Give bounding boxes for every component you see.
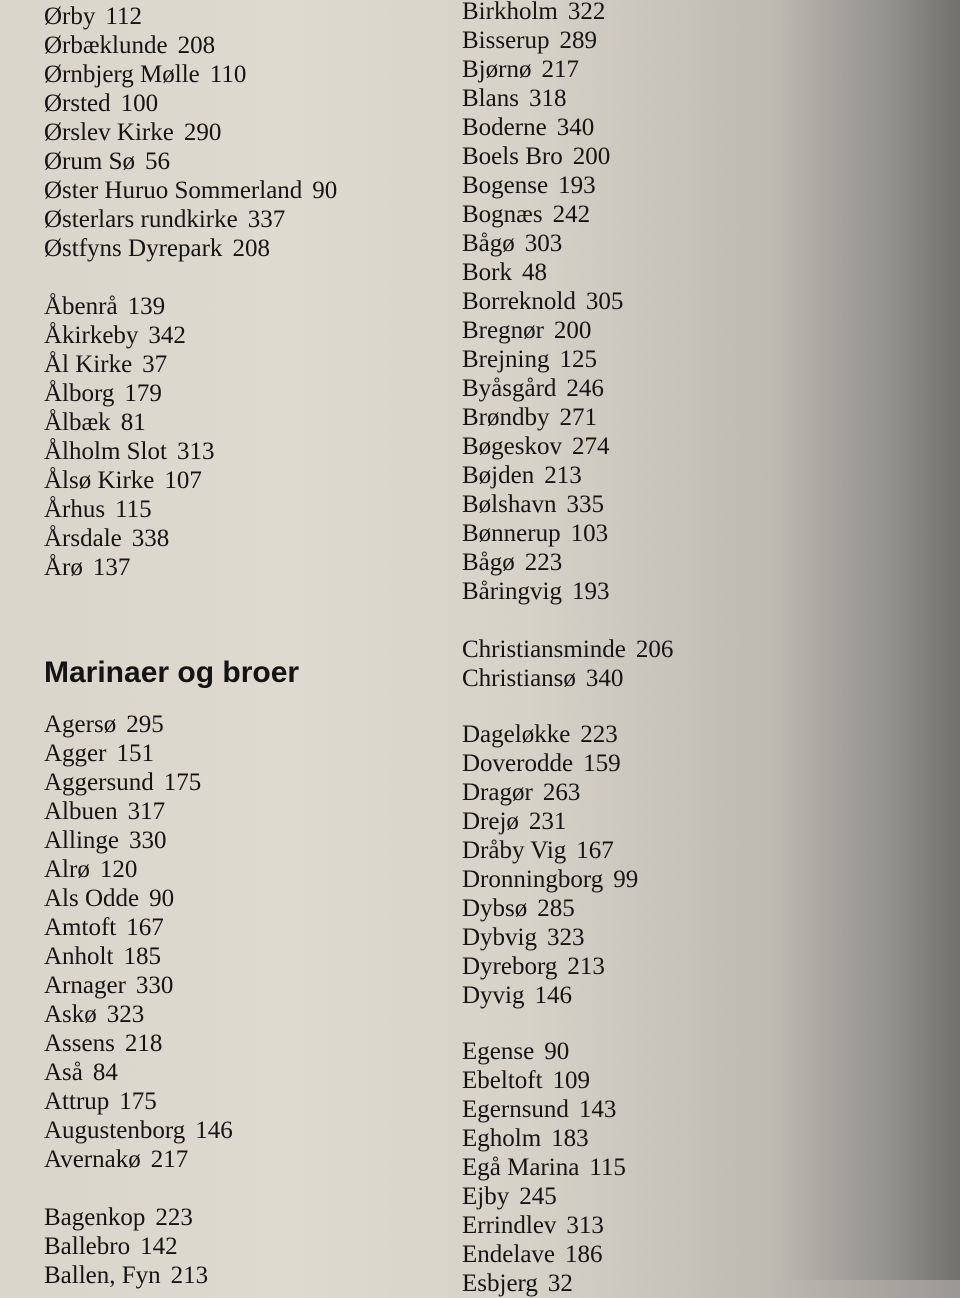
entry-name: Ørby — [44, 3, 96, 30]
index-entry — [462, 374, 862, 403]
entry-page-number: 223 — [155, 1204, 193, 1231]
entry-name: Bisserup — [462, 27, 550, 54]
entry-page-number: 200 — [572, 143, 611, 170]
entry-page-number: 120 — [99, 856, 138, 883]
index-entry — [44, 437, 424, 466]
entry-name: Ebeltoft — [462, 1067, 543, 1094]
entry-name: Blans — [462, 85, 519, 112]
entry-name: Dageløkke — [462, 721, 571, 748]
index-group-e — [462, 1037, 862, 1298]
entry-page-number: 142 — [140, 1233, 178, 1260]
entry-name: Bønnerup — [462, 520, 561, 547]
index-entry — [462, 1037, 862, 1066]
index-group-d — [462, 720, 862, 1010]
index-entry — [44, 739, 424, 768]
entry-name: Agger — [44, 740, 107, 767]
entry-name: Ørslev Kirke — [44, 119, 174, 146]
entry-page-number: 223 — [524, 549, 563, 576]
entry-name: Anholt — [44, 943, 114, 970]
index-entry — [462, 1095, 862, 1124]
entry-page-number: 100 — [120, 90, 159, 117]
index-entry — [44, 292, 424, 321]
entry-name: Ålbæk — [44, 409, 111, 436]
entry-page-number: 146 — [534, 982, 572, 1009]
index-entry — [462, 778, 862, 807]
entry-page-number: 340 — [585, 665, 624, 692]
entry-name: Boderne — [462, 114, 547, 141]
index-group-a — [44, 710, 424, 1174]
entry-name: Askø — [44, 1001, 97, 1028]
entry-page-number: 323 — [106, 1001, 145, 1028]
entry-page-number: 206 — [635, 636, 674, 663]
entry-name: Avernakø — [44, 1146, 141, 1173]
entry-name: Bågø — [462, 230, 515, 257]
index-entry — [44, 89, 424, 118]
entry-page-number: 318 — [528, 85, 567, 112]
index-entry — [462, 981, 862, 1010]
index-entry — [462, 1269, 862, 1298]
index-entry — [462, 0, 862, 26]
entry-name: Birkholm — [462, 0, 558, 25]
index-entry — [462, 316, 862, 345]
index-entry — [462, 432, 862, 461]
entry-page-number: 313 — [176, 438, 215, 465]
entry-page-number: 213 — [544, 462, 582, 489]
entry-name: Aggersund — [44, 769, 154, 796]
entry-page-number: 337 — [247, 206, 286, 233]
entry-page-number: 271 — [559, 404, 597, 431]
entry-name: Bregnør — [462, 317, 544, 344]
entry-name: Bagenkop — [44, 1204, 146, 1231]
entry-page-number: 218 — [124, 1030, 163, 1057]
index-entry — [44, 826, 424, 855]
entry-name: Ålborg — [44, 380, 115, 407]
entry-page-number: 151 — [116, 740, 154, 767]
index-entry — [462, 548, 862, 577]
entry-name: Ørnbjerg Mølle — [44, 61, 200, 88]
index-entry — [44, 553, 424, 582]
entry-page-number: 335 — [566, 491, 604, 518]
index-entry — [462, 113, 862, 142]
index-entry — [44, 971, 424, 1000]
entry-page-number: 323 — [547, 924, 585, 951]
entry-page-number: 37 — [142, 351, 168, 378]
index-entry — [44, 1203, 424, 1232]
entry-name: Åbenrå — [44, 293, 118, 320]
index-column-left — [44, 0, 424, 1290]
entry-name: Åkirkeby — [44, 322, 139, 349]
index-entry — [44, 2, 424, 31]
entry-page-number: 263 — [542, 779, 581, 806]
index-entry — [44, 884, 424, 913]
entry-page-number: 231 — [528, 808, 567, 835]
entry-name: Østerlars rundkirke — [44, 206, 238, 233]
entry-page-number: 115 — [115, 496, 152, 523]
index-entry — [44, 408, 424, 437]
index-entry — [462, 577, 862, 606]
entry-name: Dyvig — [462, 982, 525, 1009]
entry-page-number: 32 — [547, 1270, 573, 1297]
entry-page-number: 107 — [164, 467, 202, 494]
index-entry — [44, 710, 424, 739]
entry-name: Egå Marina — [462, 1154, 580, 1181]
index-entry — [462, 287, 862, 316]
index-column-right — [462, 0, 862, 1298]
index-entry — [462, 923, 862, 952]
entry-page-number: 90 — [544, 1038, 570, 1065]
entry-name: Bågø — [462, 549, 515, 576]
entry-page-number: 125 — [559, 346, 597, 373]
entry-name: Dybsø — [462, 895, 528, 922]
entry-name: Bøgeskov — [462, 433, 562, 460]
entry-page-number: 305 — [585, 288, 624, 315]
entry-name: Byåsgård — [462, 375, 557, 402]
entry-name: Brejning — [462, 346, 550, 373]
index-entry — [462, 461, 862, 490]
entry-page-number: 317 — [127, 798, 166, 825]
entry-page-number: 213 — [170, 1262, 209, 1289]
entry-page-number: 179 — [124, 380, 162, 407]
index-entry — [44, 1261, 424, 1290]
entry-name: Errindlev — [462, 1212, 557, 1239]
index-entry — [44, 321, 424, 350]
entry-page-number: 274 — [572, 433, 610, 460]
index-group-b — [44, 1203, 424, 1290]
entry-page-number: 338 — [131, 525, 170, 552]
entry-page-number: 313 — [566, 1212, 604, 1239]
entry-name: Borreknold — [462, 288, 576, 315]
index-entry — [462, 1240, 862, 1269]
entry-page-number: 290 — [183, 119, 222, 146]
index-group-aa — [44, 292, 424, 582]
entry-name: Attrup — [44, 1088, 110, 1115]
entry-page-number: 217 — [150, 1146, 189, 1173]
entry-page-number: 167 — [576, 837, 614, 864]
entry-name: Bøjden — [462, 462, 535, 489]
index-entry — [44, 379, 424, 408]
entry-page-number: 208 — [232, 235, 270, 262]
index-entry — [462, 635, 862, 664]
index-entry — [462, 55, 862, 84]
entry-name: Dyreborg — [462, 953, 558, 980]
entry-page-number: 245 — [519, 1183, 557, 1210]
entry-name: Endelave — [462, 1241, 556, 1268]
entry-page-number: 159 — [583, 750, 621, 777]
entry-name: Ørbæklunde — [44, 32, 168, 59]
entry-page-number: 110 — [209, 61, 247, 88]
index-entry — [462, 807, 862, 836]
entry-page-number: 330 — [129, 827, 167, 854]
entry-page-number: 175 — [163, 769, 202, 796]
entry-page-number: 48 — [522, 259, 547, 286]
index-entry — [44, 1058, 424, 1087]
entry-name: Drejø — [462, 808, 519, 835]
index-entry — [462, 490, 862, 519]
index-entry — [462, 894, 862, 923]
entry-name: Esbjerg — [462, 1270, 538, 1297]
index-entry — [44, 234, 424, 263]
index-entry — [44, 466, 424, 495]
entry-page-number: 185 — [123, 943, 161, 970]
entry-name: Ålholm Slot — [44, 438, 167, 465]
index-entry — [462, 865, 862, 894]
index-entry — [44, 495, 424, 524]
index-entry — [462, 664, 862, 693]
index-entry — [44, 147, 424, 176]
index-entry — [462, 171, 862, 200]
index-entry — [462, 26, 862, 55]
index-entry — [44, 524, 424, 553]
index-entry — [462, 1211, 862, 1240]
index-entry — [462, 952, 862, 981]
entry-page-number: 81 — [120, 409, 146, 436]
index-entry — [44, 60, 424, 89]
entry-name: Als Odde — [44, 885, 140, 912]
entry-page-number: 340 — [556, 114, 595, 141]
index-entry — [44, 913, 424, 942]
entry-page-number: 295 — [126, 711, 164, 738]
index-entry — [44, 768, 424, 797]
entry-page-number: 183 — [551, 1125, 589, 1152]
entry-page-number: 137 — [92, 554, 131, 581]
entry-name: Årsdale — [44, 525, 122, 552]
entry-page-number: 330 — [135, 972, 174, 999]
entry-name: Boels Bro — [462, 143, 563, 170]
index-entry — [462, 229, 862, 258]
entry-page-number: 167 — [126, 914, 164, 941]
index-entry — [462, 836, 862, 865]
index-entry — [462, 1182, 862, 1211]
entry-name: Århus — [44, 496, 106, 523]
entry-page-number: 109 — [552, 1067, 591, 1094]
entry-page-number: 90 — [312, 177, 338, 204]
entry-name: Allinge — [44, 827, 119, 854]
entry-name: Egholm — [462, 1125, 542, 1152]
index-entry — [462, 403, 862, 432]
entry-name: Brøndby — [462, 404, 550, 431]
index-entry — [44, 855, 424, 884]
entry-name: Ål Kirke — [44, 351, 133, 378]
entry-name: Ballen, Fyn — [44, 1262, 161, 1289]
index-entry — [44, 205, 424, 234]
entry-page-number: 285 — [537, 895, 575, 922]
entry-page-number: 175 — [119, 1088, 157, 1115]
entry-name: Alrø — [44, 856, 90, 883]
entry-name: Aså — [44, 1059, 83, 1086]
index-entry — [462, 1124, 862, 1153]
entry-name: Båringvig — [462, 578, 562, 605]
entry-name: Ejby — [462, 1183, 510, 1210]
index-entry — [462, 84, 862, 113]
entry-name: Assens — [44, 1030, 115, 1057]
entry-page-number: 90 — [149, 885, 175, 912]
index-entry — [462, 142, 862, 171]
entry-page-number: 223 — [580, 721, 618, 748]
entry-name: Øster Huruo Sommerland — [44, 177, 303, 204]
section-heading: Marinaer og broer — [44, 656, 300, 689]
entry-page-number: 193 — [572, 578, 610, 605]
entry-name: Dronningborg — [462, 866, 604, 893]
index-entry — [44, 1029, 424, 1058]
entry-name: Ørum Sø — [44, 148, 135, 175]
entry-page-number: 246 — [566, 375, 604, 402]
entry-page-number: 146 — [195, 1117, 233, 1144]
entry-name: Dybvig — [462, 924, 537, 951]
index-entry — [44, 942, 424, 971]
entry-page-number: 208 — [177, 32, 216, 59]
index-group-o-ae — [44, 2, 424, 263]
entry-name: Bogense — [462, 172, 549, 199]
index-entry — [462, 749, 862, 778]
entry-name: Egense — [462, 1038, 535, 1065]
entry-page-number: 193 — [558, 172, 596, 199]
index-entry — [44, 1116, 424, 1145]
entry-page-number: 289 — [559, 27, 597, 54]
entry-page-number: 99 — [613, 866, 639, 893]
entry-name: Doverodde — [462, 750, 574, 777]
index-entry — [44, 1145, 424, 1174]
entry-page-number: 200 — [553, 317, 592, 344]
index-entry — [44, 176, 424, 205]
entry-name: Amtoft — [44, 914, 117, 941]
entry-page-number: 213 — [567, 953, 605, 980]
index-entry — [462, 345, 862, 374]
entry-name: Bølshavn — [462, 491, 557, 518]
entry-name: Augustenborg — [44, 1117, 186, 1144]
entry-name: Ålsø Kirke — [44, 467, 155, 494]
entry-name: Albuen — [44, 798, 118, 825]
entry-page-number: 143 — [578, 1096, 617, 1123]
entry-page-number: 115 — [589, 1154, 626, 1181]
index-group-b — [462, 0, 862, 606]
index-entry — [44, 797, 424, 826]
entry-name: Christiansminde — [462, 636, 626, 663]
entry-name: Arnager — [44, 972, 126, 999]
entry-name: Bjørnø — [462, 56, 532, 83]
entry-page-number: 186 — [565, 1241, 603, 1268]
entry-page-number: 139 — [127, 293, 166, 320]
entry-name: Ørsted — [44, 90, 111, 117]
entry-name: Årø — [44, 554, 83, 581]
index-entry — [44, 350, 424, 379]
entry-page-number: 84 — [92, 1059, 118, 1086]
entry-name: Christiansø — [462, 665, 576, 692]
entry-page-number: 342 — [148, 322, 186, 349]
entry-page-number: 322 — [567, 0, 606, 25]
index-entry — [44, 31, 424, 60]
index-group-c — [462, 635, 862, 693]
entry-page-number: 103 — [570, 520, 609, 547]
index-entry — [44, 1232, 424, 1261]
index-entry — [462, 720, 862, 749]
entry-name: Egernsund — [462, 1096, 569, 1123]
index-entry — [462, 1153, 862, 1182]
entry-page-number: 303 — [524, 230, 563, 257]
index-entry — [462, 200, 862, 229]
entry-page-number: 112 — [105, 3, 142, 30]
entry-page-number: 242 — [552, 201, 591, 228]
index-entry — [462, 519, 862, 548]
index-entry — [462, 258, 862, 287]
index-entry — [462, 1066, 862, 1095]
entry-name: Agersø — [44, 711, 117, 738]
entry-page-number: 217 — [541, 56, 579, 83]
index-entry — [44, 118, 424, 147]
entry-name: Bognæs — [462, 201, 543, 228]
index-entry — [44, 1000, 424, 1029]
entry-name: Ballebro — [44, 1233, 131, 1260]
entry-name: Bork — [462, 259, 512, 286]
entry-name: Østfyns Dyrepark — [44, 235, 223, 262]
index-entry — [44, 1087, 424, 1116]
entry-name: Dråby Vig — [462, 837, 567, 864]
entry-name: Dragør — [462, 779, 533, 806]
entry-page-number: 56 — [144, 148, 170, 175]
